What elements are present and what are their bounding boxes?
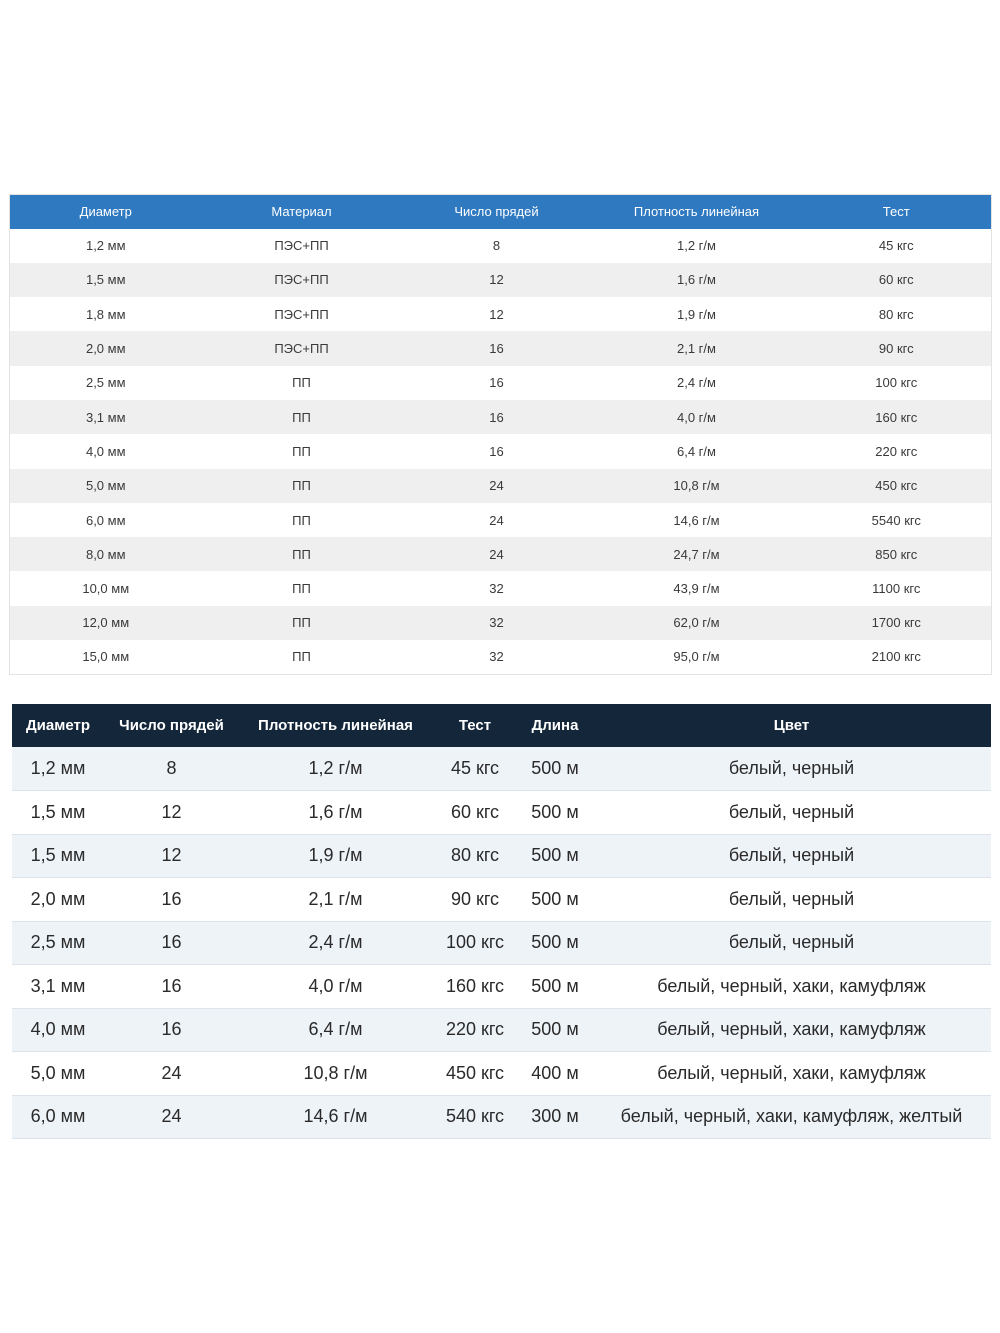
cell-test: 60 кгс xyxy=(878,272,914,288)
cell-test: 2100 кгс xyxy=(871,649,921,665)
cell-density: 62,0 г/м xyxy=(673,615,720,631)
cell-color: белый, черный, хаки, камуфляж xyxy=(657,975,926,996)
cell-strands: 8 xyxy=(492,238,501,254)
cell-material: ПП xyxy=(292,546,311,562)
cell-test: 100 кгс xyxy=(445,932,505,953)
cell-strands: 24 xyxy=(161,1062,182,1083)
cell-length: 300 м xyxy=(531,1106,579,1127)
cell-strands: 12 xyxy=(161,845,182,866)
cell-length: 500 м xyxy=(531,801,579,822)
table2-header-density: Плотность линейная xyxy=(258,717,413,734)
cell-color: белый, черный, хаки, камуфляж, желтый xyxy=(620,1106,963,1127)
table2-header-test: Тест xyxy=(458,717,492,734)
cell-test: 220 кгс xyxy=(875,443,918,459)
cell-color: белый, черный xyxy=(728,888,855,909)
cell-test: 90 кгс xyxy=(450,888,500,909)
cell-density: 1,6 г/м xyxy=(308,801,363,822)
cell-diameter: 4,0 мм xyxy=(30,1019,86,1040)
cell-density: 2,1 г/м xyxy=(677,341,716,357)
cell-density: 6,4 г/м xyxy=(308,1019,363,1040)
cell-test: 1100 кгс xyxy=(872,581,921,597)
cell-length: 500 м xyxy=(531,1019,579,1040)
cell-strands: 32 xyxy=(489,615,504,631)
cell-material: ПП xyxy=(292,409,311,425)
cell-test: 450 кгс xyxy=(875,478,918,494)
cell-material: ПП xyxy=(292,443,311,459)
cell-color: белый, черный, хаки, камуфляж xyxy=(657,1062,926,1083)
cell-density: 1,9 г/м xyxy=(308,845,363,866)
cell-length: 400 м xyxy=(531,1062,579,1083)
cell-material: ПП xyxy=(292,615,311,631)
cell-strands: 24 xyxy=(489,512,504,528)
cell-length: 500 м xyxy=(531,888,579,909)
cell-diameter: 8,0 мм xyxy=(85,546,126,562)
cell-strands: 24 xyxy=(489,478,504,494)
cell-density: 1,2 г/м xyxy=(308,758,363,778)
table-row xyxy=(10,297,992,331)
cell-diameter: 2,0 мм xyxy=(85,341,126,357)
table1-header-density: Плотность линейная xyxy=(633,204,760,220)
table-row xyxy=(12,921,991,965)
cell-density: 95,0 г/м xyxy=(673,649,720,665)
cell-length: 500 м xyxy=(531,975,579,996)
cell-density: 4,0 г/м xyxy=(677,409,716,425)
cell-diameter: 6,0 мм xyxy=(30,1106,86,1127)
cell-density: 14,6 г/м xyxy=(673,512,720,528)
cell-test: 60 кгс xyxy=(450,801,500,822)
table-row xyxy=(12,965,991,1009)
cell-density: 2,4 г/м xyxy=(677,375,716,391)
specs-table-color xyxy=(12,704,991,1139)
cell-test: 45 кгс xyxy=(878,238,914,254)
table-row xyxy=(12,1095,991,1139)
table-row xyxy=(10,229,992,263)
cell-test: 160 кгс xyxy=(445,975,505,996)
cell-material: ПЭС+ПП xyxy=(274,238,329,254)
cell-density: 4,0 г/м xyxy=(308,975,363,996)
cell-diameter: 2,5 мм xyxy=(30,932,86,953)
cell-diameter: 2,5 мм xyxy=(85,375,126,391)
cell-strands: 24 xyxy=(489,546,504,562)
cell-test: 220 кгс xyxy=(445,1019,505,1040)
table-row xyxy=(10,366,992,400)
table-row xyxy=(10,263,992,297)
cell-length: 500 м xyxy=(531,758,579,778)
cell-diameter: 12,0 мм xyxy=(82,615,130,631)
cell-color: белый, черный xyxy=(728,801,855,822)
table-row xyxy=(12,791,991,835)
cell-strands: 16 xyxy=(489,409,504,425)
cell-test: 80 кгс xyxy=(450,845,500,866)
cell-length: 500 м xyxy=(531,845,579,866)
table1-header-diameter: Диаметр xyxy=(79,204,132,220)
table2-header-color: Цвет xyxy=(773,717,810,734)
table2-header-length: Длина xyxy=(531,717,579,734)
cell-strands: 32 xyxy=(489,581,504,597)
cell-strands: 16 xyxy=(161,1019,182,1040)
cell-material: ПЭС+ПП xyxy=(274,306,329,322)
cell-strands: 24 xyxy=(161,1106,182,1127)
cell-diameter: 15,0 мм xyxy=(82,649,130,665)
table2-header-row xyxy=(12,704,991,747)
cell-test: 90 кгс xyxy=(878,341,914,357)
table-row xyxy=(10,434,992,468)
cell-color: белый, черный, хаки, камуфляж xyxy=(657,1019,926,1040)
table1-header-material: Материал xyxy=(271,204,332,220)
cell-density: 14,6 г/м xyxy=(303,1106,368,1127)
cell-material: ПП xyxy=(292,581,311,597)
table1-header-strands: Число прядей xyxy=(454,204,539,220)
cell-diameter: 5,0 мм xyxy=(30,1062,86,1083)
cell-test: 160 кгс xyxy=(875,409,918,425)
cell-color: белый, черный xyxy=(728,758,855,778)
cell-strands: 12 xyxy=(489,306,504,322)
cell-diameter: 10,0 мм xyxy=(82,581,130,597)
cell-test: 450 кгс xyxy=(445,1062,505,1083)
cell-density: 1,9 г/м xyxy=(677,306,716,322)
table-row xyxy=(10,537,992,571)
table1-header-row xyxy=(10,195,992,229)
cell-diameter: 1,5 мм xyxy=(30,801,86,822)
cell-strands: 32 xyxy=(489,649,504,665)
cell-diameter: 5,0 мм xyxy=(85,478,126,494)
cell-test: 80 кгс xyxy=(878,306,914,322)
cell-material: ПП xyxy=(292,649,311,665)
cell-diameter: 1,2 мм xyxy=(85,238,126,254)
cell-material: ПЭС+ПП xyxy=(274,341,329,357)
table2-header-strands: Число прядей xyxy=(119,717,224,734)
table1-header-test: Тест xyxy=(882,204,910,220)
cell-test: 1700 кгс xyxy=(871,615,921,631)
cell-strands: 16 xyxy=(161,888,182,909)
cell-color: белый, черный xyxy=(728,845,855,866)
cell-density: 10,8 г/м xyxy=(673,478,720,494)
cell-density: 1,6 г/м xyxy=(677,272,716,288)
cell-strands: 16 xyxy=(489,375,504,391)
table-row xyxy=(12,1008,991,1052)
cell-diameter: 1,8 мм xyxy=(85,306,126,322)
cell-density: 2,4 г/м xyxy=(308,932,363,953)
table2-header-diameter: Диаметр xyxy=(26,717,90,734)
cell-diameter: 4,0 мм xyxy=(85,443,126,459)
cell-strands: 16 xyxy=(489,443,504,459)
table-row xyxy=(10,469,992,503)
cell-strands: 16 xyxy=(489,341,504,357)
cell-density: 6,4 г/м xyxy=(677,443,716,459)
table-row xyxy=(10,400,992,434)
cell-strands: 16 xyxy=(161,932,182,953)
cell-strands: 12 xyxy=(161,801,182,822)
cell-density: 2,1 г/м xyxy=(308,888,363,909)
cell-density: 24,7 г/м xyxy=(673,546,720,562)
table-row xyxy=(10,571,992,605)
cell-density: 43,9 г/м xyxy=(673,581,720,597)
cell-test: 850 кгс xyxy=(875,546,918,562)
table-row xyxy=(10,503,992,537)
cell-strands: 8 xyxy=(166,758,177,778)
table-row xyxy=(12,878,991,922)
table-row xyxy=(12,1052,991,1096)
cell-diameter: 1,5 мм xyxy=(85,272,126,288)
cell-diameter: 2,0 мм xyxy=(30,888,86,909)
table-row xyxy=(12,834,991,878)
cell-material: ПП xyxy=(292,478,311,494)
cell-material: ПП xyxy=(292,512,311,528)
cell-density: 1,2 г/м xyxy=(677,238,716,254)
cell-diameter: 6,0 мм xyxy=(85,512,126,528)
cell-strands: 16 xyxy=(161,975,182,996)
cell-material: ПЭС+ПП xyxy=(274,272,329,288)
cell-test: 100 кгс xyxy=(875,375,918,391)
cell-diameter: 1,2 мм xyxy=(30,758,86,778)
table-row xyxy=(10,331,992,365)
cell-length: 500 м xyxy=(531,932,579,953)
cell-diameter: 3,1 мм xyxy=(85,409,126,425)
cell-test: 45 кгс xyxy=(450,758,500,778)
cell-density: 10,8 г/м xyxy=(303,1062,368,1083)
cell-test: 540 кгс xyxy=(445,1106,505,1127)
specs-table-material xyxy=(9,194,992,675)
cell-diameter: 3,1 мм xyxy=(30,975,86,996)
cell-material: ПП xyxy=(292,375,311,391)
cell-strands: 12 xyxy=(489,272,504,288)
table-row xyxy=(10,640,992,674)
cell-test: 5540 кгс xyxy=(871,512,921,528)
table-row xyxy=(10,606,992,640)
cell-color: белый, черный xyxy=(728,932,855,953)
table-row xyxy=(12,747,991,791)
cell-diameter: 1,5 мм xyxy=(30,845,86,866)
